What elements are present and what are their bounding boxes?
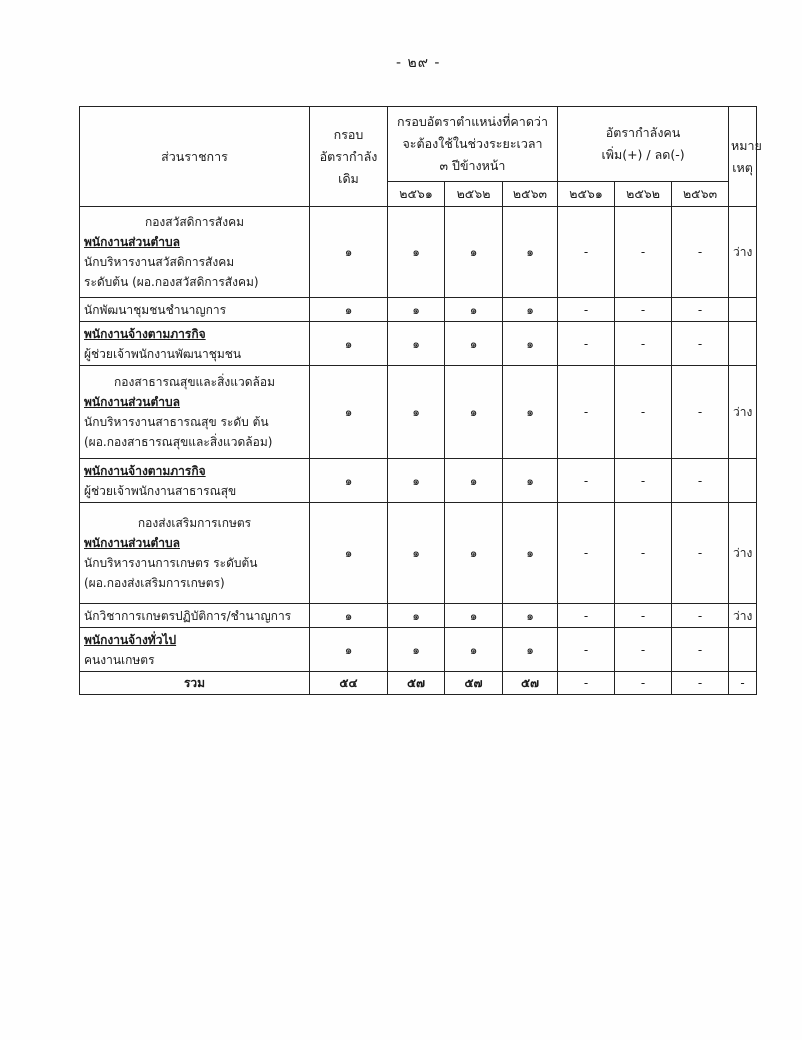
position-name: คนงานเกษตร [84, 652, 155, 667]
position-name: (ผอ.กองส่งเสริมการเกษตร) [84, 576, 225, 590]
original-frame-value: ๑ [310, 207, 388, 298]
change-value: - [672, 459, 729, 503]
change-value: - [615, 322, 672, 366]
original-frame-value: ๑ [310, 604, 388, 628]
table-row [80, 628, 757, 672]
change-value: - [672, 366, 729, 459]
change-value: - [672, 604, 729, 628]
year-value: ๑ [503, 503, 558, 604]
change-value: - [672, 628, 729, 672]
change-value: - [615, 628, 672, 672]
year-value: ๑ [388, 207, 445, 298]
position-name: นักวิชาการเกษตรปฏิบัติการ/ชำนาญการ [84, 608, 292, 623]
change-value: - [615, 604, 672, 628]
manpower-table [79, 106, 762, 695]
year-value: ๑ [388, 459, 445, 503]
original-frame-value: ๑ [310, 322, 388, 366]
change-value: - [615, 366, 672, 459]
header-remarks-line: เหตุ [732, 159, 753, 175]
year-value: ๑ [388, 628, 445, 672]
change-value: - [558, 366, 615, 459]
category-label: พนักงานจ้างตามภารกิจ [84, 326, 206, 341]
change-value: - [672, 503, 729, 604]
year-value: ๑ [503, 628, 558, 672]
remark-value: ว่าง [729, 604, 757, 628]
total-year-value: ๕๗ [503, 672, 558, 695]
remark-value [729, 322, 757, 366]
year-value: ๑ [445, 207, 503, 298]
change-value: - [672, 207, 729, 298]
page-number: - ๒๙ - [396, 55, 441, 71]
category-label: พนักงานจ้างตามภารกิจ [84, 463, 206, 478]
total-change-value: - [615, 672, 672, 695]
remark-value: ว่าง [729, 366, 757, 459]
header-change-year: ๒๕๖๒ [615, 182, 672, 207]
table-row [80, 207, 757, 298]
change-value: - [615, 459, 672, 503]
table-row [80, 503, 757, 604]
total-year-value: ๕๗ [388, 672, 445, 695]
group-title: กองสวัสดิการสังคม [144, 215, 245, 229]
total-change-value: - [558, 672, 615, 695]
category-label: พนักงานส่วนตำบล [84, 395, 180, 409]
year-value: ๑ [445, 298, 503, 322]
position-name: ระดับต้น (ผอ.กองสวัสดิการสังคม) [84, 275, 259, 289]
remark-value [729, 628, 757, 672]
position-cell [80, 298, 310, 322]
change-value: - [558, 503, 615, 604]
year-value: ๑ [503, 322, 558, 366]
category-label: พนักงานส่วนตำบล [84, 536, 180, 550]
change-value: - [615, 207, 672, 298]
header-change-line: เพิ่ม(+) / ลด(-) [601, 147, 685, 162]
change-value: - [672, 298, 729, 322]
header-change [558, 107, 729, 182]
header-division: ส่วนราชการ [80, 107, 310, 207]
change-value: - [558, 459, 615, 503]
header-expected-frame-line: จะต้องใช้ในช่วงระยะเวลา [402, 136, 543, 151]
position-name: (ผอ.กองสาธารณสุขและสิ่งแวดล้อม) [84, 435, 273, 449]
position-cell [80, 628, 310, 672]
year-value: ๑ [445, 628, 503, 672]
position-name: ผู้ช่วยเจ้าพนักงานสาธารณสุข [84, 483, 237, 498]
header-original-frame [310, 107, 388, 207]
year-value: ๑ [503, 298, 558, 322]
position-name: นักพัฒนาชุมชนชำนาญการ [84, 302, 227, 317]
year-value: ๑ [445, 459, 503, 503]
position-cell [80, 604, 310, 628]
position-cell [80, 459, 310, 503]
original-frame-value: ๑ [310, 503, 388, 604]
total-label: รวม [80, 672, 310, 695]
position-cell [80, 366, 310, 459]
position-name: นักบริหารงานสวัสดิการสังคม [84, 255, 235, 269]
total-original: ๕๔ [310, 672, 388, 695]
year-value: ๑ [388, 604, 445, 628]
original-frame-value: ๑ [310, 459, 388, 503]
year-value: ๑ [388, 366, 445, 459]
header-change-year: ๒๕๖๑ [558, 182, 615, 207]
change-value: - [558, 322, 615, 366]
year-value: ๑ [445, 366, 503, 459]
group-title: กองส่งเสริมการเกษตร [137, 516, 252, 530]
remark-value [729, 459, 757, 503]
group-title: กองสาธารณสุขและสิ่งแวดล้อม [113, 375, 275, 389]
category-label: พนักงานส่วนตำบล [84, 235, 180, 249]
header-change-year: ๒๕๖๓ [672, 182, 729, 207]
header-original-frame-line: เดิม [338, 170, 359, 186]
change-value: - [558, 628, 615, 672]
original-frame-value: ๑ [310, 366, 388, 459]
header-year: ๒๕๖๑ [388, 182, 445, 207]
header-original-frame-line: กรอบ [333, 126, 364, 142]
header-expected-frame [388, 107, 558, 182]
year-value: ๑ [445, 604, 503, 628]
change-value: - [558, 604, 615, 628]
header-remarks-line: หมาย [731, 137, 762, 153]
position-name: นักบริหารงานการเกษตร ระดับต้น [84, 556, 258, 570]
remark-value [729, 298, 757, 322]
header-change-line: อัตรากำลังคน [605, 125, 681, 140]
original-frame-value: ๑ [310, 298, 388, 322]
header-expected-frame-line: กรอบอัตราตำแหน่งที่คาดว่า [397, 114, 548, 129]
table-row [80, 366, 757, 459]
year-value: ๑ [388, 298, 445, 322]
position-name: นักบริหารงานสาธารณสุข ระดับ ต้น [84, 415, 269, 429]
change-value: - [672, 322, 729, 366]
position-name: ผู้ช่วยเจ้าพนักงานพัฒนาชุมชน [84, 346, 242, 361]
header-year: ๒๕๖๒ [445, 182, 503, 207]
change-value: - [558, 207, 615, 298]
table-row [80, 604, 757, 628]
remark-value: ว่าง [729, 207, 757, 298]
table-row [80, 322, 757, 366]
position-cell [80, 207, 310, 298]
position-cell [80, 503, 310, 604]
year-value: ๑ [445, 322, 503, 366]
year-value: ๑ [503, 459, 558, 503]
total-change-value: - [672, 672, 729, 695]
change-value: - [615, 298, 672, 322]
change-value: - [615, 503, 672, 604]
year-value: ๑ [445, 503, 503, 604]
change-value: - [558, 298, 615, 322]
table-row [80, 459, 757, 503]
year-value: ๑ [503, 207, 558, 298]
category-label: พนักงานจ้างทั่วไป [84, 632, 177, 647]
total-row [80, 672, 757, 695]
year-value: ๑ [388, 322, 445, 366]
header-expected-frame-line: ๓ ปีข้างหน้า [439, 158, 506, 173]
header-year: ๒๕๖๓ [503, 182, 558, 207]
position-cell [80, 322, 310, 366]
year-value: ๑ [503, 604, 558, 628]
table-row [80, 298, 757, 322]
header-original-frame-line: อัตรากำลัง [319, 148, 378, 164]
header-remarks [729, 107, 762, 207]
original-frame-value: ๑ [310, 628, 388, 672]
total-year-value: ๕๗ [445, 672, 503, 695]
year-value: ๑ [503, 366, 558, 459]
remark-value: ว่าง [729, 503, 757, 604]
total-remark: - [729, 672, 757, 695]
year-value: ๑ [388, 503, 445, 604]
